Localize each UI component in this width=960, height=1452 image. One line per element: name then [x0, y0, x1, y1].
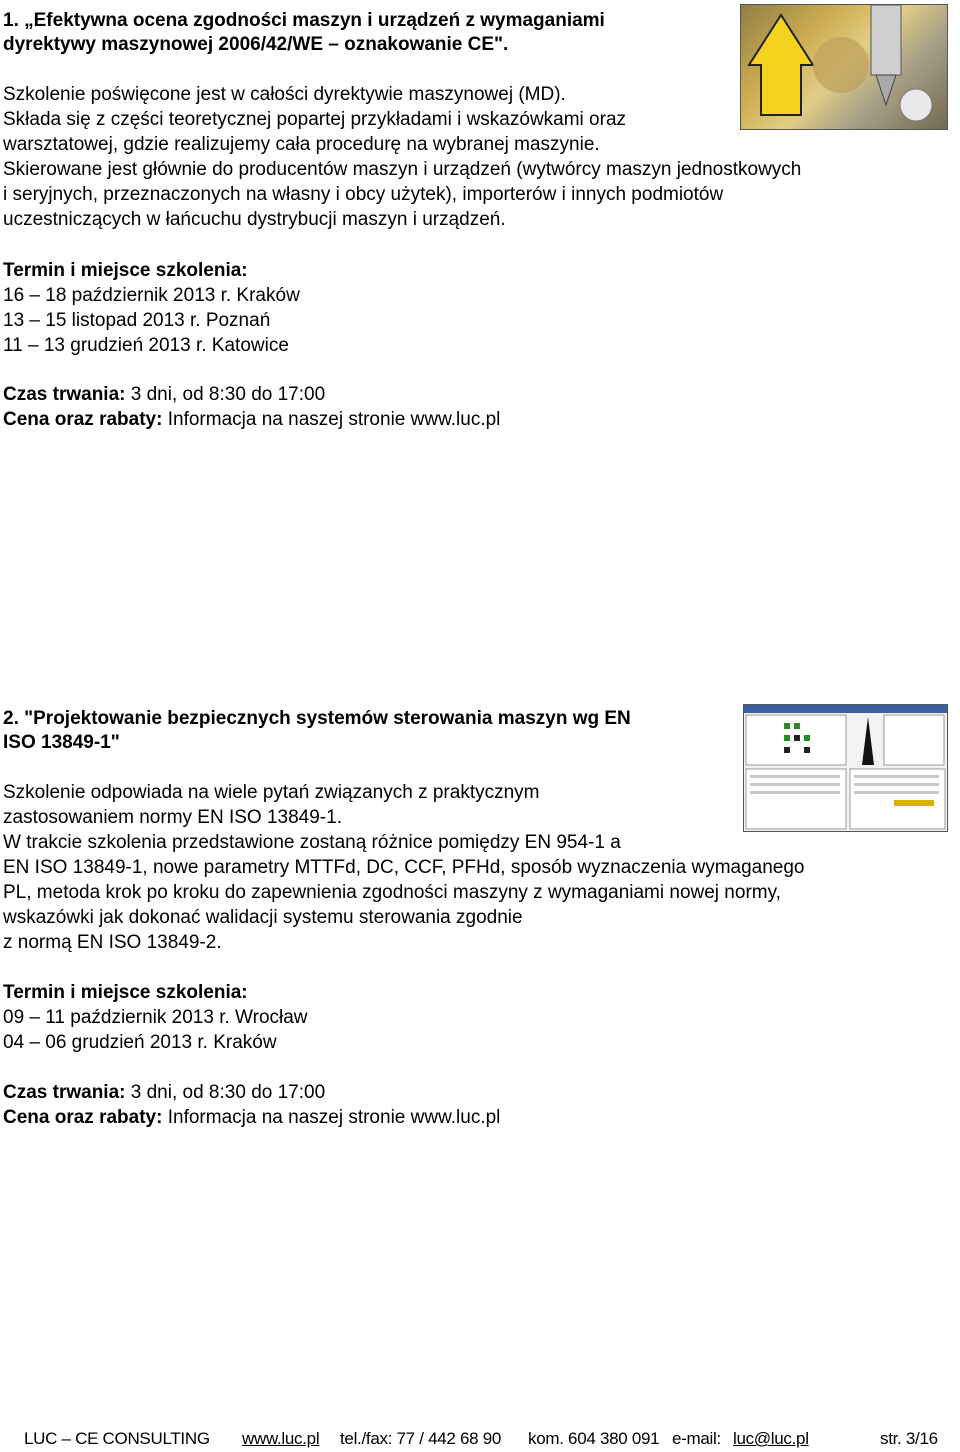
duration-value: 3 dni, od 8:30 do 17:00: [125, 384, 326, 405]
price-label: Cena oraz rabaty:: [3, 1107, 163, 1128]
price-label: Cena oraz rabaty:: [3, 409, 163, 430]
duration-value: 3 dni, od 8:30 do 17:00: [125, 1082, 326, 1103]
section1-schedule-item: 16 – 18 październik 2013 r. Kraków: [3, 285, 300, 306]
price-value: Informacja na naszej stronie www.luc.pl: [162, 1107, 501, 1128]
section1-body-line: Skierowane jest głównie do producentów maszyn i urządzeń (wytwórcy maszyn jednostkowych: [3, 159, 802, 180]
footer-email-link[interactable]: luc@luc.pl: [733, 1429, 809, 1448]
section2-schedule-item: 04 – 06 grudzień 2013 r. Kraków: [3, 1032, 277, 1053]
section1-price: [3, 408, 500, 432]
section1-schedule-item: 11 – 13 grudzień 2013 r. Katowice: [3, 335, 289, 356]
footer-mobile: kom. 604 380 091: [528, 1429, 660, 1448]
footer-phone: tel./fax: 77 / 442 68 90: [340, 1429, 502, 1448]
software-screenshot: [743, 704, 948, 832]
section2-body-line: PL, metoda krok po kroku do zapewnienia zgodności maszyny z wymaganiami nowej normy,: [3, 882, 781, 903]
footer-company: LUC – CE CONSULTING: [24, 1429, 210, 1448]
footer-website-link[interactable]: www.luc.pl: [242, 1429, 320, 1448]
section1-duration: [3, 383, 325, 407]
section2-body-line: W trakcie szkolenia przedstawione zostaną różnice pomiędzy EN 954-1 a: [3, 832, 621, 853]
price-value: Informacja na naszej stronie www.luc.pl: [162, 409, 501, 430]
section1-body-line: Szkolenie poświęcone jest w całości dyrektywie maszynowej (MD).: [3, 84, 566, 105]
section2-body-line: z normą EN ISO 13849-2.: [3, 932, 222, 953]
duration-label: Czas trwania:: [3, 1082, 126, 1103]
duration-label: Czas trwania:: [3, 384, 126, 405]
section2-body-line: zastosowaniem normy EN ISO 13849-1.: [3, 807, 342, 828]
footer-email-label: e-mail:: [672, 1429, 721, 1448]
section1-body-line: i seryjnych, przeznaczonych na własny i obcy użytek), importerów i innych podmiotów: [3, 184, 724, 205]
section1-body-line: Składa się z części teoretycznej popartej przykładami i wskazówkami oraz: [3, 109, 627, 130]
section1-schedule-label: Termin i miejsce szkolenia:: [3, 260, 248, 281]
section2-title-line2: ISO 13849-1": [3, 732, 120, 753]
section1-schedule-item: 13 – 15 listopad 2013 r. Poznań: [3, 310, 271, 331]
section2-body-line: wskazówki jak dokonać walidacji systemu sterowania zgodnie: [3, 907, 523, 928]
section2-schedule-item: 09 – 11 październik 2013 r. Wrocław: [3, 1007, 308, 1028]
section2-schedule-label: Termin i miejsce szkolenia:: [3, 982, 248, 1003]
section1-title-line2: dyrektywy maszynowej 2006/42/WE – oznakowanie CE".: [3, 34, 509, 55]
machine-photo: [740, 4, 948, 130]
section1-body-line: warsztatowej, gdzie realizujemy cała procedurę na wybranej maszynie.: [3, 134, 600, 155]
footer-page-number: str. 3/16: [880, 1429, 938, 1448]
section1-body-line: uczestniczących w łańcuchu dystrybucji maszyn i urządzeń.: [3, 209, 506, 230]
section2-duration: [3, 1081, 325, 1105]
section2-body-line: EN ISO 13849-1, nowe parametry MTTFd, DC, CCF, PFHd, sposób wyznaczenia wymaganego: [3, 857, 805, 878]
section1-title-line1: 1. „Efektywna ocena zgodności maszyn i urządzeń z wymaganiami: [3, 10, 605, 31]
section2-price: [3, 1106, 500, 1130]
section2-body-line: Szkolenie odpowiada na wiele pytań związanych z praktycznym: [3, 782, 540, 803]
section2-title-line1: 2. "Projektowanie bezpiecznych systemów sterowania maszyn wg EN: [3, 708, 631, 729]
